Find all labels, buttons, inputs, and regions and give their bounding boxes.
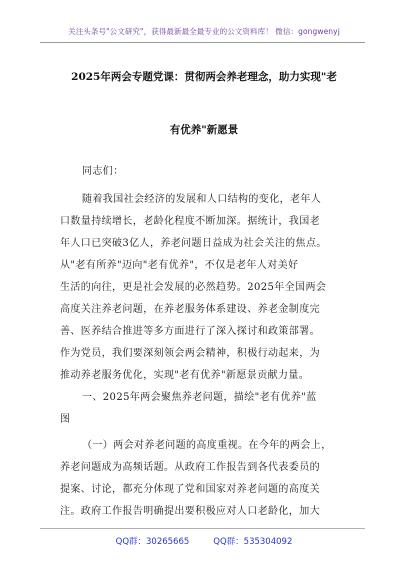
body-line: 注。政府工作报告明确提出要积极应对人口老龄化，加大 [60, 506, 320, 517]
section-heading: 一、2025年两会聚焦养老问题，描绘"老有优养"蓝 [82, 392, 317, 403]
footer-qq-group-1: QQ群：30265665 [115, 537, 190, 547]
body-line: 推动养老服务优化，实现"老有优养"新愿景贡献力量。 [60, 370, 310, 381]
body-line: 提案、讨论，都充分体现了党和国家对养老问题的高度关 [60, 484, 320, 495]
body-line: 口数量持续增长，老龄化程度不断加深。据统计，我国老 [60, 216, 320, 227]
footer-qq-group-2: QQ群：535304092 [213, 537, 293, 547]
body-line: 作为党员，我们要深刻领会两会精神，积极行动起来，为 [60, 348, 320, 359]
footer-divider [40, 528, 365, 529]
subsection-line: （一）两会对养老问题的高度重视。在今年的两会上， [82, 440, 332, 451]
header-banner: 关注头条号"公文研究"，获得最新最全最专业的公文资料库！ 微信：gongwenyj [68, 27, 340, 36]
header-divider [40, 42, 365, 43]
body-line: 高度关注养老问题，在养老服务体系建设、养老金制度完 [60, 304, 320, 315]
body-line: 从"老有所养"迈向"老有优养"，不仅是老年人对美好 [60, 260, 299, 271]
body-line: 年人口已突破3亿人，养老问题日益成为社会关注的焦点。 [60, 238, 327, 249]
document-title-line-2: 有优养"新愿景 [169, 124, 239, 136]
footer-contact [0, 535, 408, 547]
salutation: 同志们： [82, 166, 124, 177]
body-line: 善、医养结合推进等多方面进行了深入探讨和政策部署。 [60, 326, 320, 337]
document-title-line-1: 2025年两会专题党课：贯彻两会养老理念，助力实现"老 [71, 71, 337, 83]
body-line: 养老问题成为高频话题。从政府工作报告到各代表委员的 [60, 462, 320, 473]
body-line: 生活的向往，更是社会发展的必然趋势。2025年全国两会 [60, 282, 327, 293]
section-heading-continued: 图 [60, 414, 71, 425]
body-line: 随着我国社会经济的发展和人口结构的变化，老年人 [82, 194, 322, 205]
